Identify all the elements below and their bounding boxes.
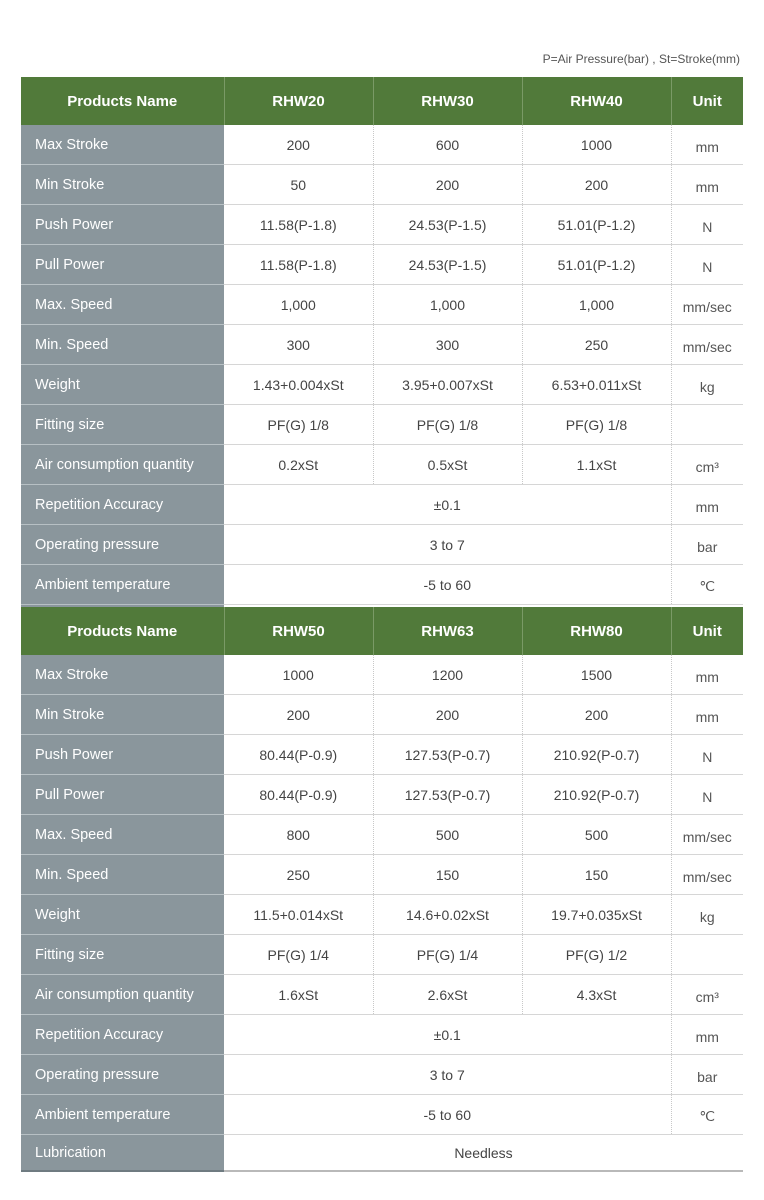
row-label: Max Stroke bbox=[21, 655, 224, 695]
row-label: Air consumption quantity bbox=[21, 975, 224, 1015]
table-row bbox=[21, 1095, 743, 1135]
row-label: Repetition Accuracy bbox=[21, 1015, 224, 1055]
cell-unit: mm bbox=[671, 125, 743, 165]
cell-value: 1.43+0.004xSt bbox=[224, 365, 373, 405]
row-label: Lubrication bbox=[21, 1135, 224, 1172]
cell-unit: kg bbox=[671, 365, 743, 405]
header-row bbox=[21, 77, 743, 125]
row-label: Ambient temperature bbox=[21, 565, 224, 605]
cell-value: 1200 bbox=[373, 655, 522, 695]
table-row bbox=[21, 775, 743, 815]
cell-value: 200 bbox=[224, 125, 373, 165]
cell-merged-value: 3 to 7 bbox=[224, 525, 671, 565]
cell-unit: bar bbox=[671, 1055, 743, 1095]
cell-value: 2.6xSt bbox=[373, 975, 522, 1015]
header-products-name: Products Name bbox=[21, 607, 224, 655]
row-label: Air consumption quantity bbox=[21, 445, 224, 485]
cell-value: 24.53(P-1.5) bbox=[373, 245, 522, 285]
cell-unit: N bbox=[671, 205, 743, 245]
cell-value: 250 bbox=[224, 855, 373, 895]
table-row bbox=[21, 285, 743, 325]
table-row bbox=[21, 525, 743, 565]
table-row bbox=[21, 735, 743, 775]
cell-value: PF(G) 1/8 bbox=[522, 405, 671, 445]
header-model: RHW20 bbox=[224, 77, 373, 125]
cell-unit: mm/sec bbox=[671, 325, 743, 365]
cell-value: 51.01(P-1.2) bbox=[522, 245, 671, 285]
cell-unit: mm bbox=[671, 1015, 743, 1055]
row-label: Push Power bbox=[21, 205, 224, 245]
cell-value: PF(G) 1/2 bbox=[522, 935, 671, 975]
cell-value: 300 bbox=[373, 325, 522, 365]
cell-value: PF(G) 1/8 bbox=[373, 405, 522, 445]
cell-value: 500 bbox=[373, 815, 522, 855]
cell-value: 200 bbox=[224, 695, 373, 735]
table-row bbox=[21, 1055, 743, 1095]
table-row bbox=[21, 245, 743, 285]
cell-value: PF(G) 1/8 bbox=[224, 405, 373, 445]
cell-unit: mm bbox=[671, 655, 743, 695]
cell-value: 127.53(P-0.7) bbox=[373, 735, 522, 775]
header-row bbox=[21, 607, 743, 655]
table-row bbox=[21, 975, 743, 1015]
cell-value: 3.95+0.007xSt bbox=[373, 365, 522, 405]
cell-merged-value: Needless bbox=[224, 1135, 743, 1172]
cell-value: 1000 bbox=[522, 125, 671, 165]
cell-merged-value: ±0.1 bbox=[224, 485, 671, 525]
table-row bbox=[21, 205, 743, 245]
table-row bbox=[21, 405, 743, 445]
cell-value: 24.53(P-1.5) bbox=[373, 205, 522, 245]
header-products-name: Products Name bbox=[21, 77, 224, 125]
cell-value: 1500 bbox=[522, 655, 671, 695]
cell-unit: cm³ bbox=[671, 445, 743, 485]
cell-value: PF(G) 1/4 bbox=[224, 935, 373, 975]
row-label: Weight bbox=[21, 895, 224, 935]
row-label: Max Stroke bbox=[21, 125, 224, 165]
cell-value: 1.1xSt bbox=[522, 445, 671, 485]
cell-value: 200 bbox=[373, 165, 522, 205]
cell-unit: cm³ bbox=[671, 975, 743, 1015]
row-label: Operating pressure bbox=[21, 1055, 224, 1095]
table-row bbox=[21, 855, 743, 895]
cell-unit: N bbox=[671, 735, 743, 775]
spec-table-1 bbox=[21, 77, 743, 642]
cell-unit: mm bbox=[671, 165, 743, 205]
row-label: Pull Power bbox=[21, 775, 224, 815]
cell-value: 50 bbox=[224, 165, 373, 205]
cell-value: 0.5xSt bbox=[373, 445, 522, 485]
cell-value: PF(G) 1/4 bbox=[373, 935, 522, 975]
cell-unit bbox=[671, 405, 743, 445]
cell-value: 150 bbox=[522, 855, 671, 895]
cell-unit: N bbox=[671, 245, 743, 285]
cell-unit: mm bbox=[671, 695, 743, 735]
table-row bbox=[21, 165, 743, 205]
row-label: Repetition Accuracy bbox=[21, 485, 224, 525]
cell-unit: bar bbox=[671, 525, 743, 565]
cell-value: 80.44(P-0.9) bbox=[224, 775, 373, 815]
cell-value: 11.58(P-1.8) bbox=[224, 245, 373, 285]
row-label: Max. Speed bbox=[21, 815, 224, 855]
header-model: RHW63 bbox=[373, 607, 522, 655]
cell-value: 1000 bbox=[224, 655, 373, 695]
cell-value: 11.5+0.014xSt bbox=[224, 895, 373, 935]
table-row bbox=[21, 565, 743, 605]
cell-merged-value: 3 to 7 bbox=[224, 1055, 671, 1095]
header-model: RHW80 bbox=[522, 607, 671, 655]
row-label: Pull Power bbox=[21, 245, 224, 285]
cell-value: 300 bbox=[224, 325, 373, 365]
table-row bbox=[21, 1015, 743, 1055]
cell-value: 11.58(P-1.8) bbox=[224, 205, 373, 245]
cell-value: 600 bbox=[373, 125, 522, 165]
row-label: Fitting size bbox=[21, 405, 224, 445]
header-unit: Unit bbox=[671, 77, 743, 125]
cell-value: 127.53(P-0.7) bbox=[373, 775, 522, 815]
cell-value: 80.44(P-0.9) bbox=[224, 735, 373, 775]
table-row bbox=[21, 445, 743, 485]
cell-merged-value: -5 to 60 bbox=[224, 565, 671, 605]
cell-value: 1,000 bbox=[373, 285, 522, 325]
cell-value: 800 bbox=[224, 815, 373, 855]
header-model: RHW30 bbox=[373, 77, 522, 125]
row-label: Max. Speed bbox=[21, 285, 224, 325]
cell-unit: mm/sec bbox=[671, 815, 743, 855]
cell-value: 4.3xSt bbox=[522, 975, 671, 1015]
cell-merged-value: -5 to 60 bbox=[224, 1095, 671, 1135]
row-label: Weight bbox=[21, 365, 224, 405]
cell-value: 150 bbox=[373, 855, 522, 895]
cell-unit: ℃ bbox=[671, 565, 743, 605]
row-label: Min. Speed bbox=[21, 855, 224, 895]
table-row bbox=[21, 485, 743, 525]
row-label: Min Stroke bbox=[21, 695, 224, 735]
cell-unit: mm/sec bbox=[671, 855, 743, 895]
header-unit: Unit bbox=[671, 607, 743, 655]
header-model: RHW50 bbox=[224, 607, 373, 655]
row-label: Operating pressure bbox=[21, 525, 224, 565]
table-row bbox=[21, 695, 743, 735]
cell-unit: mm/sec bbox=[671, 285, 743, 325]
cell-unit bbox=[671, 935, 743, 975]
table-row bbox=[21, 895, 743, 935]
table-row bbox=[21, 365, 743, 405]
cell-value: 500 bbox=[522, 815, 671, 855]
spec-table-2 bbox=[21, 607, 743, 1172]
cell-merged-value: ±0.1 bbox=[224, 1015, 671, 1055]
header-model: RHW40 bbox=[522, 77, 671, 125]
table-row bbox=[21, 1135, 743, 1172]
cell-unit: kg bbox=[671, 895, 743, 935]
table-row bbox=[21, 815, 743, 855]
row-label: Fitting size bbox=[21, 935, 224, 975]
cell-value: 6.53+0.011xSt bbox=[522, 365, 671, 405]
cell-value: 210.92(P-0.7) bbox=[522, 735, 671, 775]
table-row bbox=[21, 325, 743, 365]
table-row bbox=[21, 125, 743, 165]
cell-unit: N bbox=[671, 775, 743, 815]
cell-unit: mm bbox=[671, 485, 743, 525]
cell-value: 0.2xSt bbox=[224, 445, 373, 485]
legend-note: P=Air Pressure(bar) , St=Stroke(mm) bbox=[542, 52, 740, 66]
cell-value: 1,000 bbox=[224, 285, 373, 325]
cell-value: 250 bbox=[522, 325, 671, 365]
cell-unit: ℃ bbox=[671, 1095, 743, 1135]
cell-value: 14.6+0.02xSt bbox=[373, 895, 522, 935]
cell-value: 19.7+0.035xSt bbox=[522, 895, 671, 935]
row-label: Ambient temperature bbox=[21, 1095, 224, 1135]
cell-value: 200 bbox=[373, 695, 522, 735]
cell-value: 1.6xSt bbox=[224, 975, 373, 1015]
cell-value: 200 bbox=[522, 165, 671, 205]
cell-value: 210.92(P-0.7) bbox=[522, 775, 671, 815]
row-label: Push Power bbox=[21, 735, 224, 775]
cell-value: 51.01(P-1.2) bbox=[522, 205, 671, 245]
cell-value: 200 bbox=[522, 695, 671, 735]
row-label: Min. Speed bbox=[21, 325, 224, 365]
table-row bbox=[21, 655, 743, 695]
cell-value: 1,000 bbox=[522, 285, 671, 325]
table-row bbox=[21, 935, 743, 975]
row-label: Min Stroke bbox=[21, 165, 224, 205]
